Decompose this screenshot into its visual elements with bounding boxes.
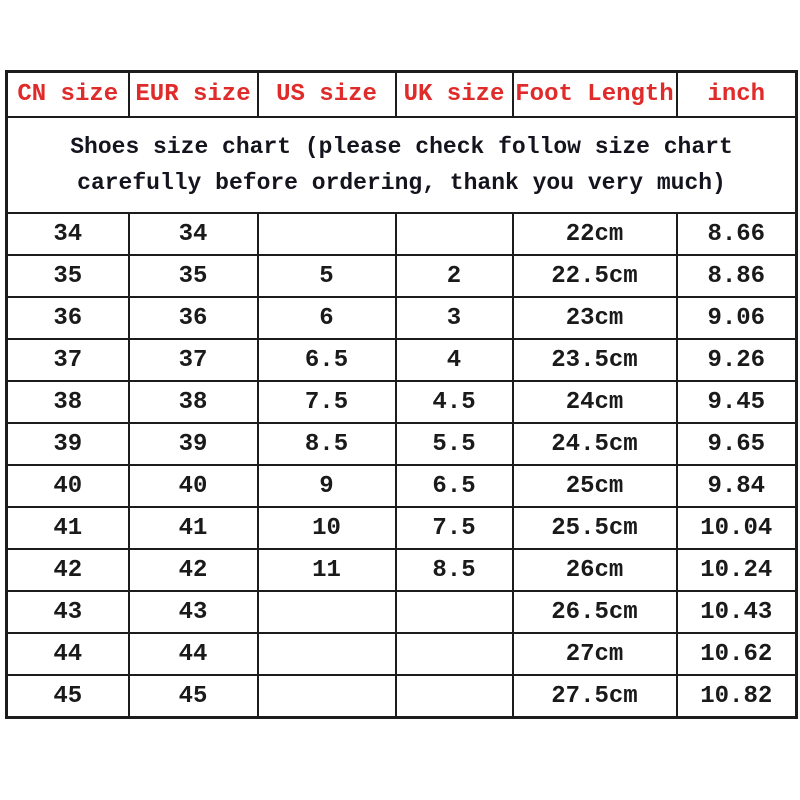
chart-title-line2: carefully before ordering, thank you very much) bbox=[77, 170, 726, 196]
table-row bbox=[7, 255, 797, 297]
table-cell: 27cm bbox=[513, 633, 677, 675]
table-cell: 9.45 bbox=[677, 381, 797, 423]
table-cell: 35 bbox=[129, 255, 258, 297]
table-cell: 7.5 bbox=[396, 507, 513, 549]
table-cell: 40 bbox=[7, 465, 129, 507]
table-row bbox=[7, 465, 797, 507]
table-cell: 45 bbox=[7, 675, 129, 718]
table-cell: 25.5cm bbox=[513, 507, 677, 549]
column-header-foot-length: Foot Length bbox=[513, 72, 677, 118]
table-cell: 37 bbox=[129, 339, 258, 381]
table-cell: 42 bbox=[129, 549, 258, 591]
table-cell: 26.5cm bbox=[513, 591, 677, 633]
table-cell: 4 bbox=[396, 339, 513, 381]
table-cell: 3 bbox=[396, 297, 513, 339]
chart-title bbox=[7, 117, 797, 213]
table-cell bbox=[258, 213, 396, 255]
table-cell: 6.5 bbox=[396, 465, 513, 507]
column-header-inch: inch bbox=[677, 72, 797, 118]
column-header-row bbox=[7, 72, 797, 118]
table-cell: 10.82 bbox=[677, 675, 797, 718]
table-cell: 36 bbox=[129, 297, 258, 339]
table-cell: 43 bbox=[7, 591, 129, 633]
table-cell: 10.04 bbox=[677, 507, 797, 549]
table-cell: 43 bbox=[129, 591, 258, 633]
table-cell: 38 bbox=[129, 381, 258, 423]
table-cell: 10.62 bbox=[677, 633, 797, 675]
column-header-cn-size: CN size bbox=[7, 72, 129, 118]
table-cell bbox=[258, 675, 396, 718]
size-chart bbox=[5, 70, 795, 719]
table-row bbox=[7, 213, 797, 255]
column-header-us-size: US size bbox=[258, 72, 396, 118]
table-cell bbox=[258, 633, 396, 675]
table-row bbox=[7, 549, 797, 591]
table-cell: 24.5cm bbox=[513, 423, 677, 465]
table-row bbox=[7, 633, 797, 675]
table-row bbox=[7, 339, 797, 381]
table-cell: 34 bbox=[7, 213, 129, 255]
table-cell: 8.86 bbox=[677, 255, 797, 297]
table-row bbox=[7, 591, 797, 633]
table-cell: 4.5 bbox=[396, 381, 513, 423]
table-cell: 10.24 bbox=[677, 549, 797, 591]
table-cell: 10.43 bbox=[677, 591, 797, 633]
table-cell: 5.5 bbox=[396, 423, 513, 465]
table-cell bbox=[396, 675, 513, 718]
table-cell bbox=[258, 591, 396, 633]
table-cell: 10 bbox=[258, 507, 396, 549]
table-row bbox=[7, 381, 797, 423]
table-cell: 22cm bbox=[513, 213, 677, 255]
table-cell: 41 bbox=[7, 507, 129, 549]
column-header-eur-size: EUR size bbox=[129, 72, 258, 118]
table-cell: 38 bbox=[7, 381, 129, 423]
table-cell: 2 bbox=[396, 255, 513, 297]
table-cell: 23cm bbox=[513, 297, 677, 339]
table-cell: 41 bbox=[129, 507, 258, 549]
table-cell: 9.84 bbox=[677, 465, 797, 507]
table-cell: 9.06 bbox=[677, 297, 797, 339]
table-cell: 39 bbox=[129, 423, 258, 465]
table-cell: 6 bbox=[258, 297, 396, 339]
table-cell: 44 bbox=[129, 633, 258, 675]
table-cell bbox=[396, 213, 513, 255]
table-cell: 6.5 bbox=[258, 339, 396, 381]
table-cell: 35 bbox=[7, 255, 129, 297]
table-cell: 42 bbox=[7, 549, 129, 591]
table-cell: 9.26 bbox=[677, 339, 797, 381]
table-cell: 8.66 bbox=[677, 213, 797, 255]
table-cell: 44 bbox=[7, 633, 129, 675]
table-cell: 9 bbox=[258, 465, 396, 507]
table-cell: 37 bbox=[7, 339, 129, 381]
table-cell: 40 bbox=[129, 465, 258, 507]
table-cell: 11 bbox=[258, 549, 396, 591]
table-row bbox=[7, 675, 797, 718]
table-cell: 24cm bbox=[513, 381, 677, 423]
table-cell: 5 bbox=[258, 255, 396, 297]
table-row bbox=[7, 507, 797, 549]
table-row bbox=[7, 297, 797, 339]
table-cell: 23.5cm bbox=[513, 339, 677, 381]
table-cell: 8.5 bbox=[258, 423, 396, 465]
chart-title-line1: Shoes size chart (please check follow size chart bbox=[70, 134, 733, 160]
table-cell: 25cm bbox=[513, 465, 677, 507]
table-cell: 45 bbox=[129, 675, 258, 718]
table-cell: 39 bbox=[7, 423, 129, 465]
column-header-uk-size: UK size bbox=[396, 72, 513, 118]
table-cell bbox=[396, 633, 513, 675]
table-cell: 22.5cm bbox=[513, 255, 677, 297]
table-cell: 36 bbox=[7, 297, 129, 339]
table-cell: 8.5 bbox=[396, 549, 513, 591]
table-cell: 34 bbox=[129, 213, 258, 255]
title-row bbox=[7, 117, 797, 213]
table-cell: 7.5 bbox=[258, 381, 396, 423]
table-cell: 27.5cm bbox=[513, 675, 677, 718]
table-cell: 9.65 bbox=[677, 423, 797, 465]
table-cell bbox=[396, 591, 513, 633]
table-row bbox=[7, 423, 797, 465]
size-rows bbox=[7, 213, 797, 718]
size-chart-table bbox=[5, 70, 798, 719]
table-cell: 26cm bbox=[513, 549, 677, 591]
